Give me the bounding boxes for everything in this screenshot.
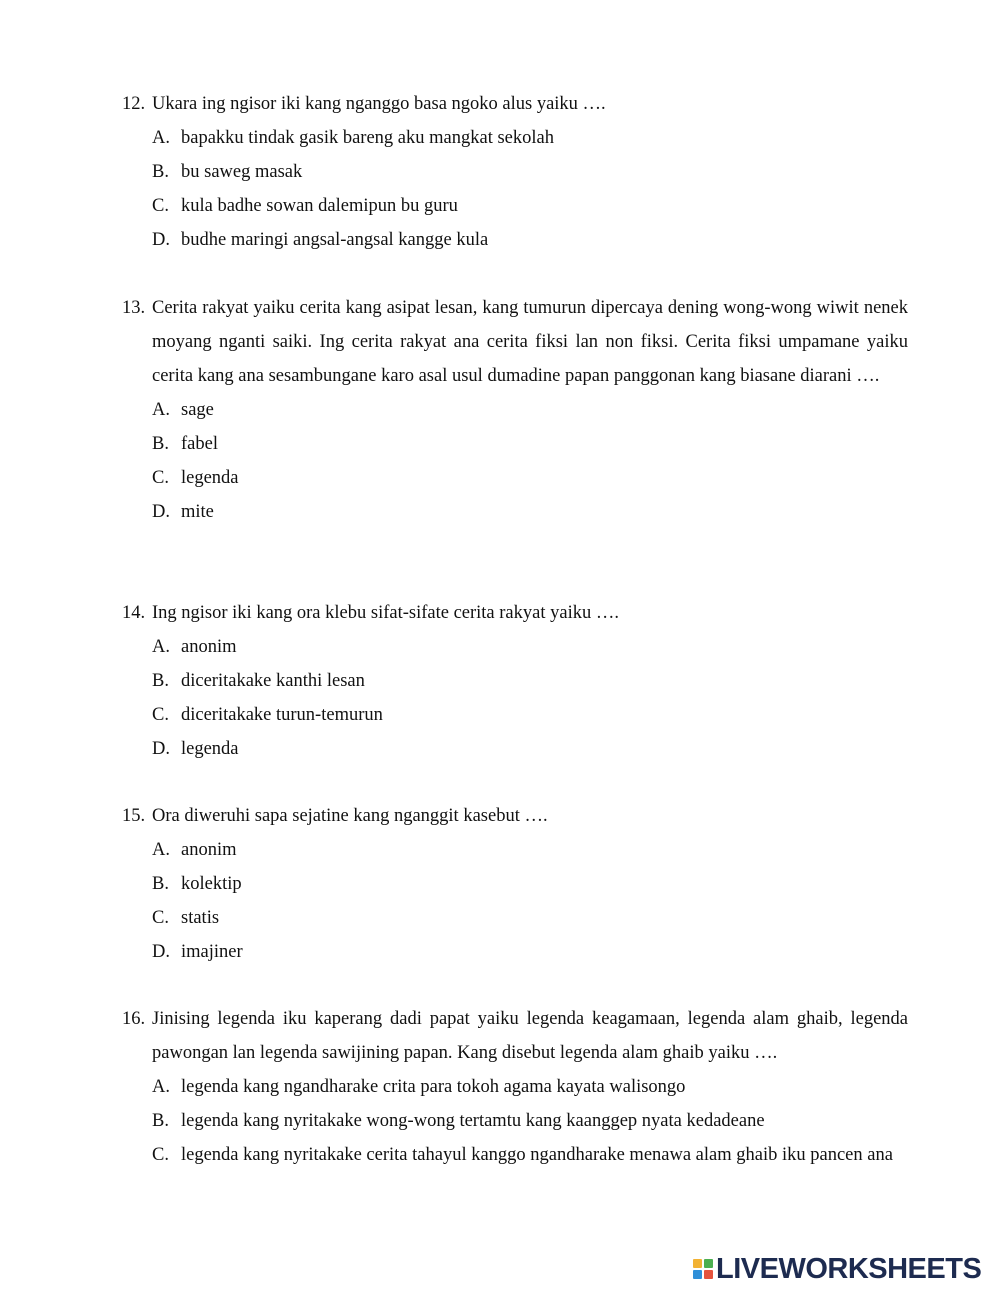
- option-text: mite: [181, 502, 214, 522]
- question-16: [122, 1002, 908, 1172]
- option-d[interactable]: [122, 495, 908, 529]
- option-letter: C.: [152, 196, 169, 216]
- question-text: Cerita rakyat yaiku cerita kang asipat lesan, kang tumurun dipercaya dening wong-wong wiwit nenek moyang nganti saiki. Ing cerita rakyat ana cerita fiksi lan non fiksi. Cerita fiksi umpamane yaiku cerita kang ana sesambungane karo asal usul dumadine papan panggonan kang biasane diarani ….: [152, 298, 908, 386]
- option-letter: B.: [152, 874, 169, 894]
- option-text: legenda kang nyritakake wong-wong tertamtu kang kaanggep nyata kedadeane: [181, 1111, 765, 1131]
- option-c[interactable]: [122, 189, 908, 223]
- question-15: [122, 799, 908, 969]
- option-text: legenda: [181, 468, 239, 488]
- logo-square: [704, 1259, 713, 1268]
- liveworksheets-logo-icon: [693, 1259, 713, 1279]
- question-number: 15.: [122, 806, 146, 826]
- option-c[interactable]: [122, 461, 908, 495]
- option-letter: D.: [152, 739, 170, 759]
- question-stem: [122, 596, 908, 630]
- option-d[interactable]: [122, 732, 908, 766]
- option-letter: C.: [152, 468, 169, 488]
- option-text: anonim: [181, 840, 237, 860]
- option-text: diceritakake turun-temurun: [181, 705, 383, 725]
- question-stem: [122, 1002, 908, 1070]
- question-text: Ing ngisor iki kang ora klebu sifat-sifate cerita rakyat yaiku ….: [152, 603, 619, 623]
- option-letter: C.: [152, 705, 169, 725]
- option-letter: A.: [152, 840, 170, 860]
- option-a[interactable]: [122, 393, 908, 427]
- option-letter: B.: [152, 1111, 169, 1131]
- option-b[interactable]: [122, 664, 908, 698]
- option-c[interactable]: [122, 1138, 908, 1172]
- option-letter: A.: [152, 128, 170, 148]
- option-letter: D.: [152, 502, 170, 522]
- option-letter: A.: [152, 1077, 170, 1097]
- option-text: imajiner: [181, 942, 243, 962]
- option-letter: D.: [152, 942, 170, 962]
- question-text: Ukara ing ngisor iki kang nganggo basa ngoko alus yaiku ….: [152, 94, 606, 114]
- option-text: legenda kang nyritakake cerita tahayul kanggo ngandharake menawa alam ghaib iku pancen ana: [181, 1145, 893, 1165]
- option-letter: B.: [152, 671, 169, 691]
- question-14: [122, 596, 908, 766]
- option-text: bapakku tindak gasik bareng aku mangkat sekolah: [181, 128, 554, 148]
- question-stem: [122, 799, 908, 833]
- logo-text: LIVEWORKSHEETS: [716, 1252, 982, 1285]
- question-text: Jinising legenda iku kaperang dadi papat yaiku legenda keagamaan, legenda alam ghaib, legenda pawongan lan legenda sawijining papan. Kang disebut legenda alam ghaib yaiku ….: [152, 1009, 908, 1063]
- logo-square: [693, 1270, 702, 1279]
- option-text: kolektip: [181, 874, 242, 894]
- option-text: sage: [181, 400, 214, 420]
- option-text: kula badhe sowan dalemipun bu guru: [181, 196, 458, 216]
- option-text: bu saweg masak: [181, 162, 303, 182]
- question-stem: [122, 87, 908, 121]
- question-stem: [122, 291, 908, 393]
- option-a[interactable]: [122, 630, 908, 664]
- option-b[interactable]: [122, 867, 908, 901]
- option-text: diceritakake kanthi lesan: [181, 671, 365, 691]
- liveworksheets-logo: [693, 1252, 981, 1286]
- option-text: budhe maringi angsal-angsal kangge kula: [181, 230, 489, 250]
- option-letter: B.: [152, 434, 169, 454]
- option-letter: C.: [152, 1145, 169, 1165]
- option-b[interactable]: [122, 1104, 908, 1138]
- question-number: 16.: [122, 1009, 146, 1029]
- option-a[interactable]: [122, 833, 908, 867]
- option-a[interactable]: [122, 1070, 908, 1104]
- option-text: statis: [181, 908, 220, 928]
- option-b[interactable]: [122, 155, 908, 189]
- option-text: legenda kang ngandharake crita para tokoh agama kayata walisongo: [181, 1077, 686, 1097]
- option-letter: D.: [152, 230, 170, 250]
- logo-square: [693, 1259, 702, 1268]
- question-12: [122, 87, 908, 257]
- option-d[interactable]: [122, 223, 908, 257]
- option-c[interactable]: [122, 901, 908, 935]
- question-text: Ora diweruhi sapa sejatine kang nganggit kasebut ….: [152, 806, 548, 826]
- option-c[interactable]: [122, 698, 908, 732]
- option-letter: C.: [152, 908, 169, 928]
- question-number: 12.: [122, 94, 146, 114]
- option-a[interactable]: [122, 121, 908, 155]
- question-number: 13.: [122, 298, 146, 318]
- question-number: 14.: [122, 603, 146, 623]
- option-text: fabel: [181, 434, 218, 454]
- option-b[interactable]: [122, 427, 908, 461]
- option-text: legenda: [181, 739, 239, 759]
- option-d[interactable]: [122, 935, 908, 969]
- option-text: anonim: [181, 637, 237, 657]
- question-13: [122, 291, 908, 529]
- option-letter: A.: [152, 400, 170, 420]
- option-letter: B.: [152, 162, 169, 182]
- option-letter: A.: [152, 637, 170, 657]
- logo-square: [704, 1270, 713, 1279]
